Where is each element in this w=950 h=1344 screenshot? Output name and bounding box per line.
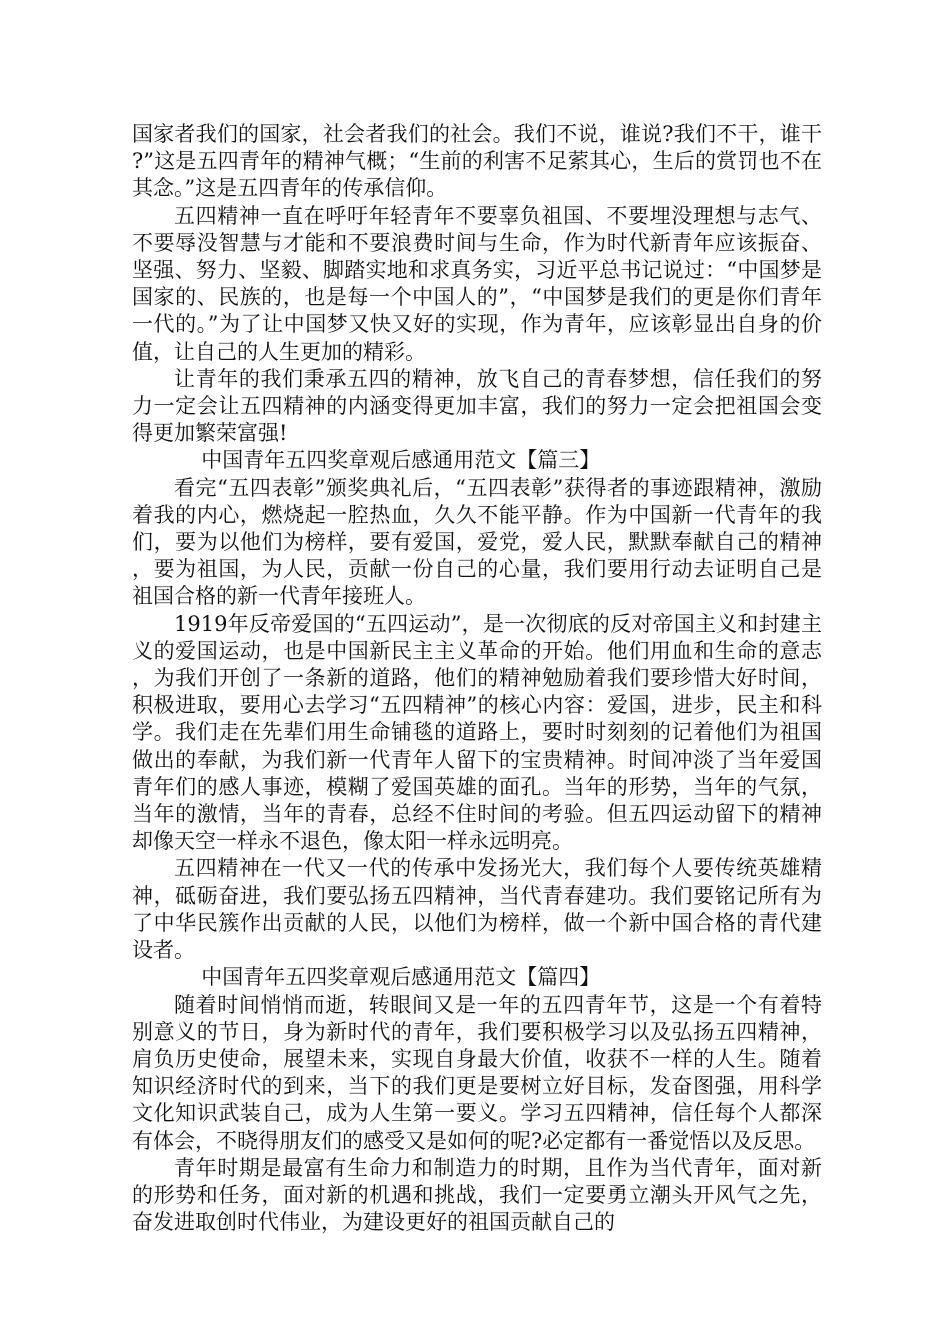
- paragraph-2: 五四精神一直在呼吁年轻青年不要辜负祖国、不要埋没理想与志气、不要辱没智慧与才能和不要浪费时间与生命，作为时代新青年应该振奋、坚强、努力、坚毅、脚踏实地和求真务实，习近平总书记说过：“中国梦是国家的、民族的，也是每一个中国人的”，“中国梦是我们的更是你们青年一代的。”为了让中国梦又快又好的实现，作为青年，应该彰显出自身的价值，让自己的人生更加的精彩。: [132, 203, 822, 364]
- paragraph-3: 让青年的我们秉承五四的精神，放飞自己的青春梦想，信任我们的努力一定会让五四精神的内涵变得更加丰富，我们的努力一定会把祖国会变得更加繁荣富强!: [132, 366, 822, 446]
- paragraph-6: 五四精神在一代又一代的传承中发扬光大，我们每个人要传统英雄精神，砥砺奋进，我们要弘扬五四精神，当代青春建功。我们要铭记所有为了中华民簇作出贡献的人民，以他们为榜样，做一个新中国合格的青代建设者。: [132, 856, 822, 963]
- paragraph-1: 国家者我们的国家，社会者我们的社会。我们不说，谁说?我们不干，谁干?”这是五四青年的精神气概；“生前的利害不足萦其心，生后的赏罚也不在其念。”这是五四青年的传承信仰。: [132, 122, 822, 201]
- section-heading-part-three: 中国青年五四奖章观后感通用范文【篇三】: [201, 448, 601, 473]
- document-body: [132, 121, 822, 1236]
- paragraph-7: 随着时间悄悄而逝，转眼间又是一年的五四青年节，这是一个有着特别意义的节日，身为新时代的青年，我们要积极学习以及弘扬五四精神，肩负历史使命，展望未来，实现自身最大价值，收获不一样的人生。随着知识经济时代的到来，当下的我们更是要树立好目标，发奋图强，用科学文化知识武装自己，成为人生第一要义。学习五四精神，信任每个人都深有体会，不晓得朋友们的感受又是如何的呢?必定都有一番觉悟以及反思。: [132, 992, 822, 1153]
- paragraph-5: 1919年反帝爱国的“五四运动”，是一次彻底的反对帝国主义和封建主义的爱国运动，也是中国新民主主义革命的开始。他们用血和生命的意志，为我们开创了一条新的道路，他们的精神勉励着我们要珍惜大好时间，积极进取，要用心去学习“五四精神”的核心内容：爱国，进步，民主和科学。我们走在先辈们用生命铺毯的道路上，要时时刻刻的记着他们为祖国做出的奉献，为我们新一代青年人留下的宝贵精神。时间冲淡了当年爱国青年们的感人事迹，模糊了爱国英雄的面孔。当年的形势，当年的气氛，当年的激情，当年的青春，总经不住时间的考验。但五四运动留下的精神却像天空一样永不退色，像太阳一样永远明亮。: [132, 611, 822, 854]
- paragraph-8: 青年时期是最富有生命力和制造力的时期，且作为当代青年，面对新的形势和任务，面对新的机遇和挑战，我们一定要勇立潮头开风气之先，奋发进取创时代伟业，为建设更好的祖国贡献自己的: [132, 1155, 822, 1235]
- paragraph-4: 看完“五四表彰”颁奖典礼后，“五四表彰”获得者的事迹跟精神，激励着我的内心，燃烧起一腔热血，久久不能平静。作为中国新一代青年的我们，要为以他们为榜样，要有爱国，爱党，爱人民，默默奉献自己的精神，要为祖国，为人民，贡献一份自己的心量，我们要用行动去证明自己是祖国合格的新一代青年接班人。: [132, 475, 822, 609]
- section-heading-part-four: 中国青年五四奖章观后感通用范文【篇四】: [201, 965, 601, 990]
